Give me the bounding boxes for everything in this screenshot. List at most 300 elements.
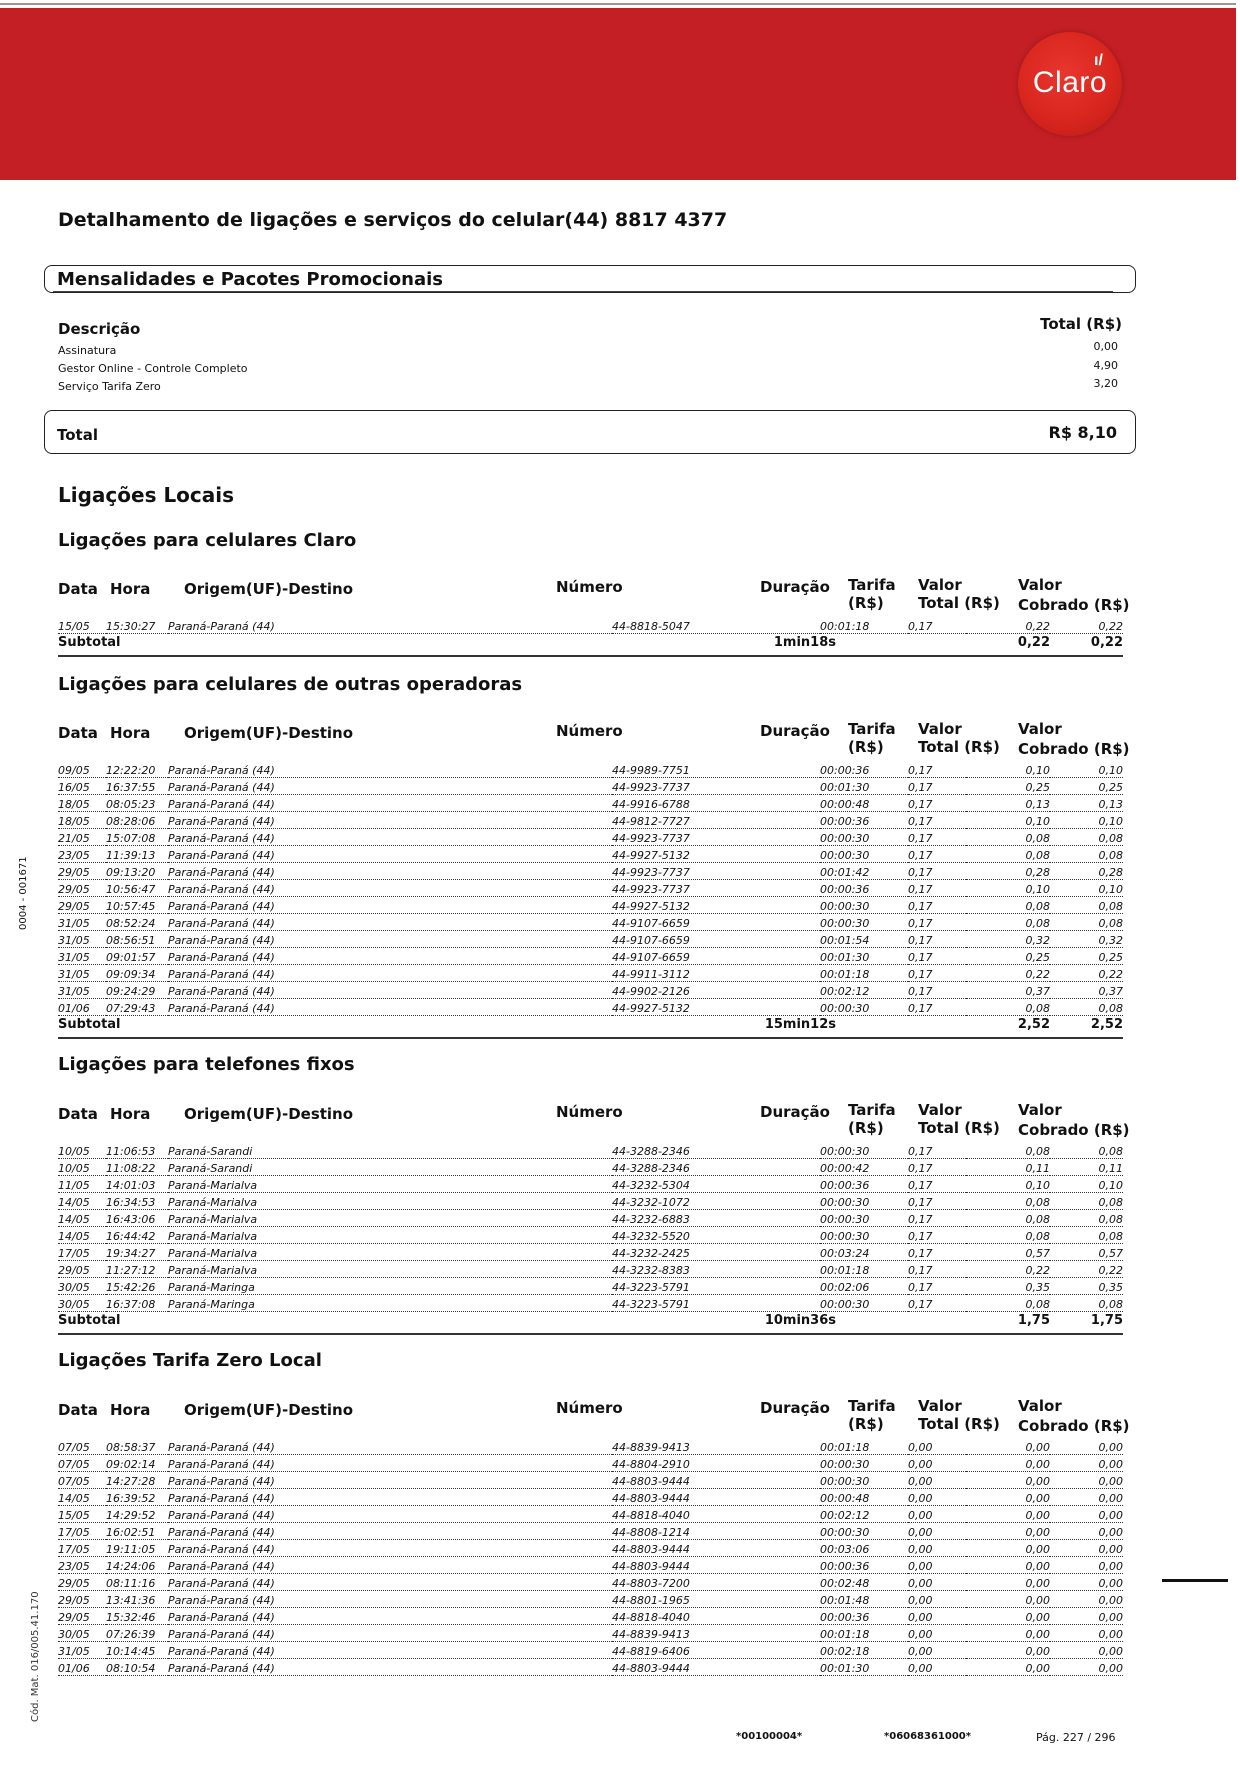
cell-origem: Paraná-Paraná (44) xyxy=(168,620,612,634)
col-header-valor-cobrado-sub: Cobrado (R$) xyxy=(1018,596,1130,614)
cell-tarifa: 0,17 xyxy=(908,985,966,999)
cell-valor-total: 0,00 xyxy=(966,1628,1050,1642)
cell-tarifa: 0,00 xyxy=(908,1492,966,1506)
cell-hora: 08:05:23 xyxy=(106,798,168,812)
cell-origem: Paraná-Paraná (44) xyxy=(168,866,612,880)
cell-valor-total: 0,28 xyxy=(966,866,1050,880)
cell-data: 14/05 xyxy=(58,1213,106,1227)
cell-valor-total: 0,00 xyxy=(966,1526,1050,1540)
cell-origem: Paraná-Paraná (44) xyxy=(168,1458,612,1472)
cell-hora: 11:06:53 xyxy=(106,1145,168,1159)
cell-valor-total: 0,22 xyxy=(966,968,1050,982)
cell-valor-cobrado: 0,00 xyxy=(1050,1645,1123,1659)
cell-valor-total: 0,08 xyxy=(966,900,1050,914)
cell-valor-cobrado: 0,00 xyxy=(1050,1611,1123,1625)
cell-valor-cobrado: 0,25 xyxy=(1050,951,1123,965)
cell-origem: Paraná-Paraná (44) xyxy=(168,900,612,914)
subtotal-cobrado: 1,75 xyxy=(1090,1313,1123,1328)
cell-valor-total: 0,00 xyxy=(966,1577,1050,1591)
cell-valor-total: 0,08 xyxy=(966,1213,1050,1227)
cell-numero: 44-8819-6406 xyxy=(612,1645,820,1659)
cell-hora: 08:52:24 xyxy=(106,917,168,931)
section-title: Ligações Tarifa Zero Local xyxy=(58,1350,322,1371)
cell-origem: Paraná-Paraná (44) xyxy=(168,781,612,795)
cell-duracao: 00:00:36 xyxy=(820,1179,908,1193)
cell-numero: 44-3288-2346 xyxy=(612,1145,820,1159)
total-box xyxy=(44,410,1136,454)
cell-duracao: 00:02:12 xyxy=(820,1509,908,1523)
table-row xyxy=(58,1145,1123,1162)
cell-origem: Paraná-Paraná (44) xyxy=(168,1594,612,1608)
col-header-numero: Número xyxy=(556,1103,623,1121)
subtotal-label: Subtotal xyxy=(58,1313,121,1328)
table-row xyxy=(58,1458,1123,1475)
cell-tarifa: 0,17 xyxy=(908,900,966,914)
cell-duracao: 00:00:30 xyxy=(820,1196,908,1210)
cell-valor-cobrado: 0,13 xyxy=(1050,798,1123,812)
table-row xyxy=(58,1196,1123,1213)
table-row xyxy=(58,1475,1123,1492)
cell-data: 14/05 xyxy=(58,1230,106,1244)
cell-valor-cobrado: 0,08 xyxy=(1050,1145,1123,1159)
claro-logo xyxy=(1018,32,1122,136)
cell-tarifa: 0,00 xyxy=(908,1611,966,1625)
cell-valor-total: 0,00 xyxy=(966,1645,1050,1659)
mensalidade-item-label: Assinatura xyxy=(58,344,117,357)
cell-numero: 44-8803-9444 xyxy=(612,1543,820,1557)
cell-valor-total: 0,11 xyxy=(966,1162,1050,1176)
cell-origem: Paraná-Marialva xyxy=(168,1264,612,1278)
cell-data: 17/05 xyxy=(58,1543,106,1557)
cell-valor-total: 0,08 xyxy=(966,1196,1050,1210)
right-margin-mark xyxy=(1162,1579,1228,1582)
cell-numero: 44-8801-1965 xyxy=(612,1594,820,1608)
cell-origem: Paraná-Paraná (44) xyxy=(168,1526,612,1540)
cell-valor-total: 0,00 xyxy=(966,1560,1050,1574)
cell-hora: 08:10:54 xyxy=(106,1662,168,1676)
col-header-valor-total-sub: Total (R$) xyxy=(918,1119,1000,1137)
cell-numero: 44-3223-5791 xyxy=(612,1281,820,1295)
cell-data: 15/05 xyxy=(58,620,106,634)
cell-valor-total: 0,08 xyxy=(966,917,1050,931)
cell-valor-cobrado: 0,10 xyxy=(1050,1179,1123,1193)
cell-duracao: 00:00:36 xyxy=(820,815,908,829)
table-row xyxy=(58,1264,1123,1281)
cell-valor-cobrado: 0,25 xyxy=(1050,781,1123,795)
footer-barcode-2: *06068361000* xyxy=(884,1731,971,1742)
cell-valor-total: 0,08 xyxy=(966,1002,1050,1016)
cell-data: 16/05 xyxy=(58,781,106,795)
cell-tarifa: 0,17 xyxy=(908,866,966,880)
table-row xyxy=(58,832,1123,849)
cell-origem: Paraná-Paraná (44) xyxy=(168,1645,612,1659)
col-header-tarifa-unit: (R$) xyxy=(848,1119,884,1137)
cell-valor-cobrado: 0,10 xyxy=(1050,883,1123,897)
cell-valor-total: 0,22 xyxy=(966,1264,1050,1278)
col-header-valor-cobrado-sub: Cobrado (R$) xyxy=(1018,1121,1130,1139)
cell-valor-total: 0,00 xyxy=(966,1458,1050,1472)
cell-data: 30/05 xyxy=(58,1298,106,1312)
table-row xyxy=(58,1281,1123,1298)
cell-origem: Paraná-Marialva xyxy=(168,1247,612,1261)
col-header-valor-total-sub: Total (R$) xyxy=(918,594,1000,612)
cell-hora: 13:41:36 xyxy=(106,1594,168,1608)
subtotal-duration: 10min36s xyxy=(764,1313,836,1328)
cell-valor-cobrado: 0,22 xyxy=(1050,968,1123,982)
mensalidade-item-value: 3,20 xyxy=(1093,377,1118,390)
cell-origem: Paraná-Paraná (44) xyxy=(168,1492,612,1506)
cell-valor-cobrado: 0,08 xyxy=(1050,1298,1123,1312)
table-row xyxy=(58,900,1123,917)
cell-numero: 44-3232-5304 xyxy=(612,1179,820,1193)
table-row xyxy=(58,1543,1123,1560)
cell-origem: Paraná-Paraná (44) xyxy=(168,1628,612,1642)
col-header-hora: Hora xyxy=(110,724,151,742)
table-row xyxy=(58,985,1123,1002)
cell-valor-cobrado: 0,00 xyxy=(1050,1526,1123,1540)
cell-duracao: 00:02:12 xyxy=(820,985,908,999)
cell-origem: Paraná-Paraná (44) xyxy=(168,951,612,965)
table-row xyxy=(58,1611,1123,1628)
cell-valor-total: 0,08 xyxy=(966,1145,1050,1159)
cell-valor-total: 0,08 xyxy=(966,849,1050,863)
cell-numero: 44-8839-9413 xyxy=(612,1441,820,1455)
cell-origem: Paraná-Paraná (44) xyxy=(168,1662,612,1676)
cell-valor-total: 0,35 xyxy=(966,1281,1050,1295)
cell-tarifa: 0,00 xyxy=(908,1594,966,1608)
cell-origem: Paraná-Paraná (44) xyxy=(168,1560,612,1574)
cell-numero: 44-9812-7727 xyxy=(612,815,820,829)
cell-duracao: 00:00:36 xyxy=(820,1611,908,1625)
section-title: Ligações para celulares de outras operadoras xyxy=(58,674,523,695)
cell-hora: 14:01:03 xyxy=(106,1179,168,1193)
table-row xyxy=(58,1213,1123,1230)
cell-origem: Paraná-Paraná (44) xyxy=(168,1543,612,1557)
cell-data: 29/05 xyxy=(58,1611,106,1625)
cell-numero: 44-3288-2346 xyxy=(612,1162,820,1176)
col-header-valor-cobrado: Valor xyxy=(1018,576,1062,594)
cell-valor-total: 0,57 xyxy=(966,1247,1050,1261)
cell-data: 15/05 xyxy=(58,1509,106,1523)
cell-hora: 14:29:52 xyxy=(106,1509,168,1523)
cell-valor-total: 0,25 xyxy=(966,781,1050,795)
cell-valor-cobrado: 0,00 xyxy=(1050,1492,1123,1506)
cell-origem: Paraná-Paraná (44) xyxy=(168,1475,612,1489)
col-header-numero: Número xyxy=(556,1399,623,1417)
cell-valor-cobrado: 0,00 xyxy=(1050,1441,1123,1455)
subtotal-cobrado: 2,52 xyxy=(1090,1017,1123,1032)
cell-tarifa: 0,17 xyxy=(908,1247,966,1261)
cell-hora: 07:26:39 xyxy=(106,1628,168,1642)
cell-duracao: 00:01:18 xyxy=(820,620,908,634)
cell-origem: Paraná-Paraná (44) xyxy=(168,1611,612,1625)
cell-tarifa: 0,17 xyxy=(908,883,966,897)
cell-valor-total: 0,00 xyxy=(966,1475,1050,1489)
page-number: Pág. 227 / 296 xyxy=(1036,1731,1116,1744)
cell-valor-cobrado: 0,08 xyxy=(1050,1196,1123,1210)
cell-hora: 14:27:28 xyxy=(106,1475,168,1489)
cell-origem: Paraná-Paraná (44) xyxy=(168,934,612,948)
cell-numero: 44-9911-3112 xyxy=(612,968,820,982)
cell-tarifa: 0,17 xyxy=(908,934,966,948)
col-header-data: Data xyxy=(58,724,98,742)
col-header-duracao: Duração xyxy=(760,1399,830,1417)
cell-valor-cobrado: 0,00 xyxy=(1050,1509,1123,1523)
table-row xyxy=(58,934,1123,951)
cell-numero: 44-9107-6659 xyxy=(612,951,820,965)
subtotal-cobrado: 0,22 xyxy=(1090,635,1123,650)
cell-valor-cobrado: 0,00 xyxy=(1050,1475,1123,1489)
table-row xyxy=(58,1662,1123,1679)
cell-tarifa: 0,00 xyxy=(908,1509,966,1523)
side-material-code: Cód. Mat. 016/005.41.170 xyxy=(30,1591,41,1722)
col-header-tarifa-unit: (R$) xyxy=(848,594,884,612)
cell-origem: Paraná-Paraná (44) xyxy=(168,815,612,829)
cell-tarifa: 0,00 xyxy=(908,1662,966,1676)
cell-data: 29/05 xyxy=(58,866,106,880)
subtotal-total: 2,52 xyxy=(1017,1017,1050,1032)
cell-duracao: 00:00:30 xyxy=(820,849,908,863)
cell-duracao: 00:00:36 xyxy=(820,1560,908,1574)
section-title: Ligações para telefones fixos xyxy=(58,1054,355,1075)
cell-duracao: 00:00:30 xyxy=(820,1298,908,1312)
cell-duracao: 00:00:48 xyxy=(820,798,908,812)
cell-valor-total: 0,00 xyxy=(966,1662,1050,1676)
cell-numero: 44-8803-9444 xyxy=(612,1492,820,1506)
cell-tarifa: 0,17 xyxy=(908,917,966,931)
cell-duracao: 00:01:48 xyxy=(820,1594,908,1608)
table-row xyxy=(58,951,1123,968)
mensalidade-item-label: Gestor Online - Controle Completo xyxy=(58,362,248,375)
col-header-valor-total: Valor xyxy=(918,576,962,594)
cell-data: 17/05 xyxy=(58,1526,106,1540)
ligacoes-locais-title: Ligações Locais xyxy=(58,483,235,507)
cell-numero: 44-8818-5047 xyxy=(612,620,820,634)
cell-tarifa: 0,17 xyxy=(908,1264,966,1278)
cell-origem: Paraná-Paraná (44) xyxy=(168,985,612,999)
cell-numero: 44-8818-4040 xyxy=(612,1611,820,1625)
cell-numero: 44-9923-7737 xyxy=(612,866,820,880)
cell-data: 23/05 xyxy=(58,1560,106,1574)
cell-tarifa: 0,00 xyxy=(908,1645,966,1659)
cell-valor-total: 0,08 xyxy=(966,1230,1050,1244)
cell-data: 18/05 xyxy=(58,815,106,829)
cell-tarifa: 0,17 xyxy=(908,951,966,965)
cell-tarifa: 0,17 xyxy=(908,1196,966,1210)
cell-origem: Paraná-Marialva xyxy=(168,1230,612,1244)
cell-hora: 08:58:37 xyxy=(106,1441,168,1455)
cell-valor-cobrado: 0,08 xyxy=(1050,917,1123,931)
table-row xyxy=(58,1179,1123,1196)
cell-valor-total: 0,13 xyxy=(966,798,1050,812)
cell-duracao: 00:00:30 xyxy=(820,832,908,846)
cell-numero: 44-9916-6788 xyxy=(612,798,820,812)
cell-tarifa: 0,00 xyxy=(908,1458,966,1472)
col-header-tarifa: Tarifa xyxy=(848,1101,896,1119)
table-row xyxy=(58,1441,1123,1458)
cell-numero: 44-3232-1072 xyxy=(612,1196,820,1210)
cell-numero: 44-8803-9444 xyxy=(612,1662,820,1676)
subtotal-total: 1,75 xyxy=(1017,1313,1050,1328)
col-header-valor-total-sub: Total (R$) xyxy=(918,1415,1000,1433)
cell-hora: 16:34:53 xyxy=(106,1196,168,1210)
table-row xyxy=(58,1492,1123,1509)
cell-numero: 44-9989-7751 xyxy=(612,764,820,778)
cell-valor-cobrado: 0,00 xyxy=(1050,1594,1123,1608)
table-row xyxy=(58,968,1123,985)
cell-valor-cobrado: 0,35 xyxy=(1050,1281,1123,1295)
cell-duracao: 00:03:24 xyxy=(820,1247,908,1261)
cell-valor-total: 0,00 xyxy=(966,1492,1050,1506)
table-row xyxy=(58,883,1123,900)
cell-valor-total: 0,10 xyxy=(966,815,1050,829)
cell-data: 09/05 xyxy=(58,764,106,778)
cell-hora: 15:42:26 xyxy=(106,1281,168,1295)
footer-barcode-1: *00100004* xyxy=(736,1731,803,1742)
cell-data: 31/05 xyxy=(58,1645,106,1659)
cell-tarifa: 0,17 xyxy=(908,849,966,863)
cell-valor-total: 0,00 xyxy=(966,1543,1050,1557)
cell-hora: 10:57:45 xyxy=(106,900,168,914)
cell-numero: 44-8808-1214 xyxy=(612,1526,820,1540)
col-header-numero: Número xyxy=(556,722,623,740)
cell-duracao: 00:01:42 xyxy=(820,866,908,880)
section-title: Ligações para celulares Claro xyxy=(58,530,357,551)
cell-data: 30/05 xyxy=(58,1281,106,1295)
cell-numero: 44-9923-7737 xyxy=(612,781,820,795)
cell-data: 31/05 xyxy=(58,934,106,948)
cell-data: 21/05 xyxy=(58,832,106,846)
cell-valor-cobrado: 0,00 xyxy=(1050,1560,1123,1574)
col-header-tarifa-unit: (R$) xyxy=(848,1415,884,1433)
logo-spark-icon: ı/ xyxy=(1094,52,1103,69)
cell-data: 17/05 xyxy=(58,1247,106,1261)
cell-hora: 08:28:06 xyxy=(106,815,168,829)
col-header-valor-total: Valor xyxy=(918,1101,962,1119)
cell-data: 29/05 xyxy=(58,1594,106,1608)
mensalidades-underline xyxy=(53,291,1113,292)
cell-hora: 08:11:16 xyxy=(106,1577,168,1591)
cell-duracao: 00:03:06 xyxy=(820,1543,908,1557)
cell-numero: 44-8803-9444 xyxy=(612,1560,820,1574)
col-header-valor-cobrado: Valor xyxy=(1018,720,1062,738)
cell-hora: 09:24:29 xyxy=(106,985,168,999)
cell-data: 07/05 xyxy=(58,1475,106,1489)
cell-numero: 44-9107-6659 xyxy=(612,934,820,948)
col-header-valor-cobrado-sub: Cobrado (R$) xyxy=(1018,740,1130,758)
subtotal-total: 0,22 xyxy=(1017,635,1050,650)
cell-tarifa: 0,17 xyxy=(908,620,966,634)
cell-duracao: 00:02:06 xyxy=(820,1281,908,1295)
cell-data: 29/05 xyxy=(58,900,106,914)
table-row xyxy=(58,1560,1123,1577)
cell-valor-cobrado: 0,08 xyxy=(1050,1213,1123,1227)
cell-hora: 09:02:14 xyxy=(106,1458,168,1472)
table-row xyxy=(58,1526,1123,1543)
cell-data: 10/05 xyxy=(58,1162,106,1176)
col-header-tarifa: Tarifa xyxy=(848,1397,896,1415)
mensalidade-item-label: Serviço Tarifa Zero xyxy=(58,380,161,393)
cell-data: 10/05 xyxy=(58,1145,106,1159)
cell-valor-cobrado: 0,00 xyxy=(1050,1628,1123,1642)
cell-valor-total: 0,08 xyxy=(966,832,1050,846)
cell-duracao: 00:00:30 xyxy=(820,1002,908,1016)
cell-duracao: 00:00:30 xyxy=(820,1213,908,1227)
cell-valor-total: 0,00 xyxy=(966,1594,1050,1608)
cell-duracao: 00:01:30 xyxy=(820,781,908,795)
cell-origem: Paraná-Paraná (44) xyxy=(168,883,612,897)
cell-tarifa: 0,00 xyxy=(908,1543,966,1557)
cell-hora: 11:39:13 xyxy=(106,849,168,863)
cell-tarifa: 0,00 xyxy=(908,1577,966,1591)
mensalidade-item-value: 4,90 xyxy=(1093,359,1118,372)
header-topline xyxy=(0,3,1236,5)
cell-hora: 10:56:47 xyxy=(106,883,168,897)
cell-duracao: 00:01:18 xyxy=(820,1441,908,1455)
cell-valor-total: 0,10 xyxy=(966,883,1050,897)
cell-duracao: 00:01:18 xyxy=(820,1628,908,1642)
cell-valor-cobrado: 0,10 xyxy=(1050,815,1123,829)
cell-hora: 14:24:06 xyxy=(106,1560,168,1574)
cell-valor-cobrado: 0,00 xyxy=(1050,1458,1123,1472)
cell-hora: 16:44:42 xyxy=(106,1230,168,1244)
cell-valor-cobrado: 0,10 xyxy=(1050,764,1123,778)
table-row xyxy=(58,815,1123,832)
cell-valor-total: 0,37 xyxy=(966,985,1050,999)
mensalidades-header-box xyxy=(44,265,1136,293)
cell-valor-total: 0,00 xyxy=(966,1611,1050,1625)
table-row xyxy=(58,1594,1123,1611)
cell-data: 31/05 xyxy=(58,951,106,965)
subtotal-duration: 1min18s xyxy=(773,635,836,650)
cell-numero: 44-8839-9413 xyxy=(612,1628,820,1642)
cell-data: 29/05 xyxy=(58,1577,106,1591)
cell-data: 23/05 xyxy=(58,849,106,863)
cell-origem: Paraná-Sarandi xyxy=(168,1145,612,1159)
mensalidades-total-header: Total (R$) xyxy=(1040,315,1122,333)
cell-numero: 44-3232-2425 xyxy=(612,1247,820,1261)
cell-tarifa: 0,00 xyxy=(908,1560,966,1574)
cell-data: 31/05 xyxy=(58,968,106,982)
cell-hora: 16:39:52 xyxy=(106,1492,168,1506)
table-row xyxy=(58,866,1123,883)
cell-hora: 07:29:43 xyxy=(106,1002,168,1016)
cell-duracao: 00:01:18 xyxy=(820,1264,908,1278)
cell-tarifa: 0,17 xyxy=(908,1281,966,1295)
col-header-hora: Hora xyxy=(110,1401,151,1419)
subtotal-rule xyxy=(58,1333,1123,1335)
table-row xyxy=(58,1509,1123,1526)
cell-hora: 10:14:45 xyxy=(106,1645,168,1659)
table-row xyxy=(58,1162,1123,1179)
cell-valor-cobrado: 0,22 xyxy=(1050,1264,1123,1278)
cell-data: 29/05 xyxy=(58,1264,106,1278)
cell-origem: Paraná-Paraná (44) xyxy=(168,764,612,778)
cell-data: 30/05 xyxy=(58,1628,106,1642)
cell-origem: Paraná-Paraná (44) xyxy=(168,798,612,812)
cell-duracao: 00:00:36 xyxy=(820,764,908,778)
table-row xyxy=(58,798,1123,815)
col-header-origem: Origem(UF)-Destino xyxy=(184,1105,354,1123)
cell-duracao: 00:00:30 xyxy=(820,900,908,914)
col-header-numero: Número xyxy=(556,578,623,596)
subtotal-rule xyxy=(58,1037,1123,1039)
cell-origem: Paraná-Maringa xyxy=(168,1281,612,1295)
cell-valor-total: 0,10 xyxy=(966,764,1050,778)
cell-tarifa: 0,17 xyxy=(908,1213,966,1227)
col-header-duracao: Duração xyxy=(760,1103,830,1121)
cell-origem: Paraná-Paraná (44) xyxy=(168,1577,612,1591)
